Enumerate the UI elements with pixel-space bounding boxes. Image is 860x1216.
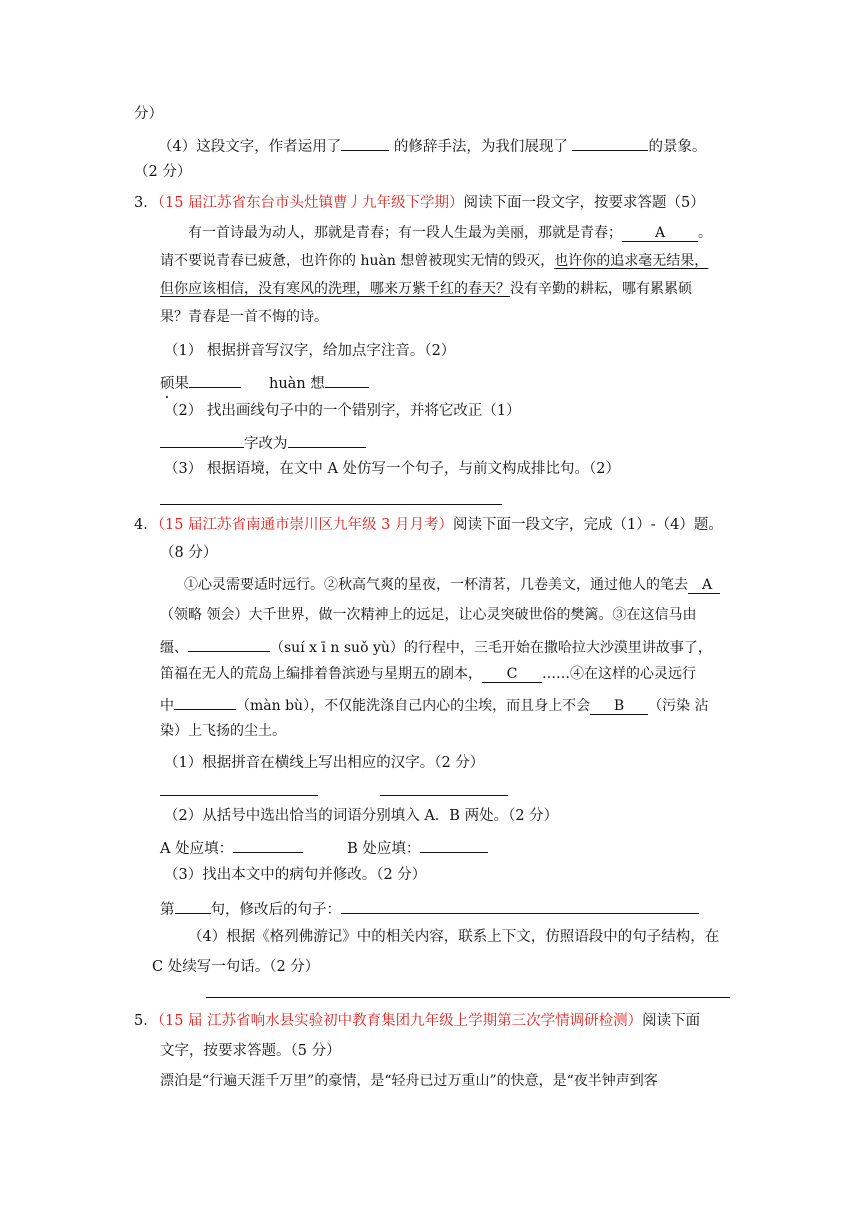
q3-passage-text: 请不要说青春已疲惫，也许你的 huàn 想曾被现实无情的毁灭， — [160, 253, 555, 269]
q3-sub-1-blank-2[interactable] — [325, 371, 369, 388]
q4-sub-3-blank-sentence[interactable] — [175, 897, 211, 914]
q4-passage-text: 笛福在无人的荒岛上编排着鲁滨逊与星期五的剧本， — [160, 666, 482, 682]
q3-underlined-sentence: 也许你的追求毫无结果， — [554, 253, 709, 269]
q4-sub-1-answer-line-2[interactable] — [380, 795, 508, 796]
q4-passage-line-3 — [160, 635, 712, 658]
q4-passage-line-6: 染）上飞扬的尘土。 — [160, 723, 286, 739]
question-5-header — [134, 1011, 700, 1031]
q5-prompt-line-2: 文字，按要求答题。（5 分） — [160, 1043, 341, 1059]
q3-passage-line-1 — [188, 223, 712, 243]
q4-sub-3-blank-revision[interactable] — [341, 897, 699, 914]
q4-sub-3-answer — [160, 897, 699, 920]
q4-sub-2-label-a: A 处应填： — [160, 841, 234, 857]
q3-sub-2: （2） 找出画线句子中的一个错别字，并将它改正（1） — [164, 403, 521, 419]
q4-passage-line-1 — [184, 575, 720, 595]
q3-sub-2-label: 字改为 — [244, 436, 288, 452]
q4-sub-4-line-2: C 处续写一句话。（2 分） — [152, 959, 320, 975]
q3-passage-text: 。 — [698, 225, 712, 241]
q2-4-text-a: （4）这段文字，作者运用了 — [158, 139, 342, 155]
q3-sub-2-answer — [160, 431, 366, 454]
q3-sub-2-blank-1[interactable] — [160, 431, 244, 448]
q3-passage-text: 有一首诗最为动人，那就是青春；有一段人生最为美丽，那就是青春； — [188, 225, 622, 241]
q4-passage-text: 缰、 — [160, 640, 188, 656]
q3-underlined-sentence: 但你应该相信，没有寒风的洗理，哪来万紫千红的春天？ — [160, 281, 510, 297]
q3-sub-3-answer-line[interactable] — [160, 504, 502, 505]
q2-4-blank-2[interactable] — [572, 134, 648, 151]
q4-pinyin-blank-1[interactable] — [188, 635, 270, 652]
q4-sub-2-label-b: B 处应填： — [347, 841, 421, 857]
q4-sub-4-line-1: （4）根据《格列佛游记》中的相关内容，联系上下文，仿照语段中的句子结构，在 — [188, 929, 720, 945]
q4-sub-2: （2）从括号中选出恰当的词语分别填入 A．B 两处。（2 分） — [164, 808, 559, 824]
dotted-char: 硕 — [160, 376, 175, 392]
q4-passage-line-4 — [160, 664, 696, 684]
q4-passage-line-2: （领略 领会）大千世界，做一次精神上的远足，让心灵突破世俗的樊篱。③在这信马由 — [160, 607, 697, 623]
q3-sub-1-label-2: huàn 想 — [269, 376, 325, 392]
q4-sub-3: （3）找出本文中的病句并修改。（2 分） — [164, 867, 427, 883]
q4-sub-2-blank-a[interactable] — [233, 836, 303, 853]
q2-4-text-c: 的景象。 — [648, 139, 707, 155]
q3-prompt: 阅读下面一段文字，按要求答题（5） — [463, 195, 705, 211]
q4-sub-3-label-2: 句，修改后的句子： — [210, 902, 341, 918]
question-2-4 — [158, 134, 706, 157]
q4-passage-text: （suí x ī n suǒ yù）的行程中，三毛开始在撒哈拉大沙漠里讲故事了， — [270, 640, 712, 656]
q3-number: 3． — [134, 195, 158, 211]
q4-sub-1: （1）根据拼音在横线上写出相应的汉字。（2 分） — [164, 755, 485, 771]
q4-pinyin-blank-2[interactable] — [174, 693, 236, 710]
question-4-header — [134, 515, 723, 535]
q4-sub-1-answer-line-1[interactable] — [160, 795, 318, 796]
q2-4-score: （2 分） — [134, 164, 192, 180]
q4-passage-text: 中 — [160, 698, 174, 714]
q3-source: （15 届江苏省东台市头灶镇曹丿九年级下学期） — [157, 195, 464, 211]
carryover-score: 分） — [134, 106, 163, 122]
q4-passage-text: ①心灵需要适时远行。②秋高气爽的星夜，一杯清茗，几卷美文，通过他人的笔去 — [184, 577, 688, 593]
q3-sub-1-label: 果 — [174, 376, 189, 392]
q3-sub-2-blank-2[interactable] — [288, 431, 366, 448]
q3-passage-line-2 — [160, 251, 708, 271]
q4-number: 4． — [134, 517, 158, 533]
q3-sub-1-answers — [160, 371, 369, 394]
q2-4-text-b: 的修辞手法，为我们展现了 — [389, 139, 573, 155]
q3-passage-line-4: 果？青春是一首不悔的诗。 — [160, 309, 328, 325]
question-3-header — [134, 193, 705, 213]
q5-number: 5． — [134, 1013, 158, 1029]
q4-passage-text: （污染 沾 — [648, 698, 709, 714]
q4-prompt: 阅读下面一段文字，完成（1）-（4）题。 — [453, 517, 723, 533]
q4-passage-text: ……④在这样的心灵远行 — [542, 666, 696, 682]
q5-source: （15 届 江苏省响水县实验初中教育集团九年级上学期第三次学情调研检测） — [157, 1013, 643, 1029]
q4-passage-text: （màn bù），不仅能洗涤自己内心的尘埃，而且身上不会 — [236, 698, 591, 714]
q4-sub-4-answer-line[interactable] — [206, 997, 730, 998]
q4-blank-c[interactable]: C — [482, 666, 542, 683]
q3-blank-a[interactable]: A — [622, 225, 698, 242]
q4-passage-line-5 — [160, 693, 709, 716]
q3-sub-1: （1） 根据拼音写汉字，给加点字注音。（2） — [164, 343, 456, 359]
q4-sub-3-label: 第 — [160, 902, 175, 918]
q4-blank-b[interactable]: B — [590, 698, 648, 715]
q3-passage-line-3 — [160, 279, 692, 299]
q4-score: （8 分） — [160, 545, 218, 561]
q3-sub-3: （3） 根据语境，在文中 A 处仿写一个句子，与前文构成排比句。（2） — [164, 461, 620, 477]
q4-source: （15 届江苏省南通市崇川区九年级 3 月月考） — [157, 517, 453, 533]
q3-sub-1-blank-1[interactable] — [189, 371, 241, 388]
q2-4-blank-1[interactable] — [341, 134, 389, 151]
q5-passage-line-1: 漂泊是“行遍天涯千万里”的豪情，是“轻舟已过万重山”的快意，是“夜半钟声到客 — [160, 1073, 658, 1089]
q4-blank-a[interactable]: A — [688, 577, 720, 594]
q4-sub-2-blank-b[interactable] — [420, 836, 488, 853]
q4-sub-2-answers — [160, 836, 488, 859]
q5-prompt: 阅读下面 — [642, 1013, 701, 1029]
q3-passage-text: 没有辛勤的耕耘，哪有累累硕 — [510, 281, 692, 297]
